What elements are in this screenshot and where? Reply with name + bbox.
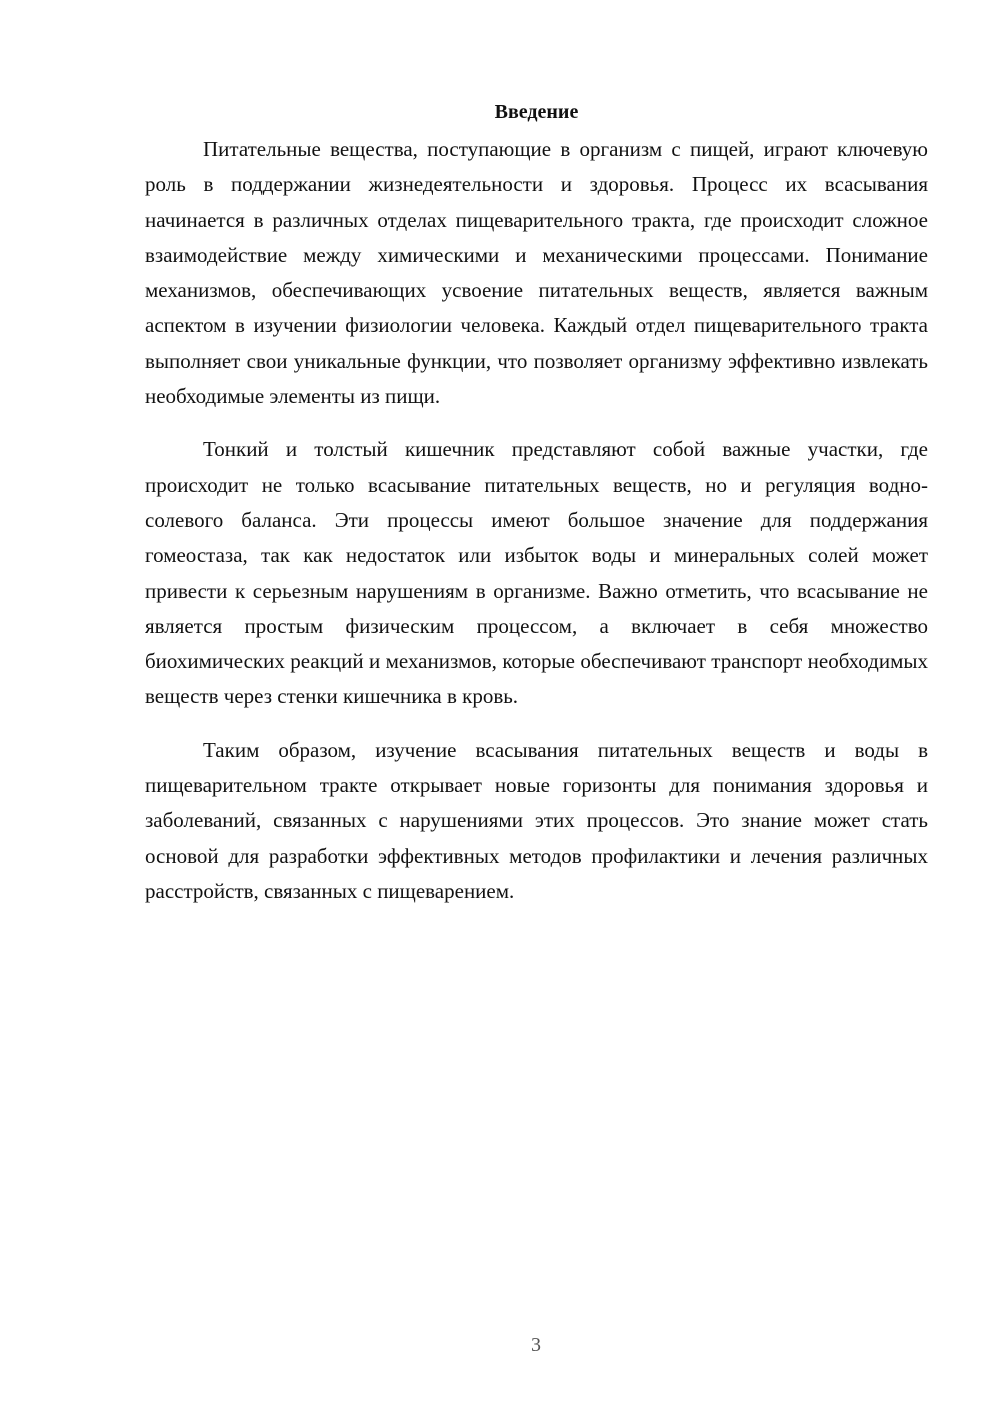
section-heading: Введение — [494, 101, 579, 123]
page-number: 3 — [531, 1334, 541, 1356]
paragraph-3: Таким образом, изучение всасывания питательных веществ и воды в пищеварительном тракте открывает новые горизонты для понимания здоровья и заболеваний, связанных с нарушениями этих процессов. Это знание может стать основой для разработки эффективных методов профилактики и лечения различных расстройств, связанных с пищеварением. — [145, 737, 928, 903]
paragraph-2: Тонкий и толстый кишечник представляют собой важные участки, где происходит не только всасывание питательных веществ, но и регуляция водно-солевого баланса. Эти процессы имеют большое значение для поддержания гомеостаза, так как недостаток или избыток воды и минеральных солей может привести к серьезным нарушениям в организме. Важно отметить, что всасывание не является простым физическим процессом, а включает в себя множество биохимических реакций и механизмов, которые обеспечивают транспорт необходимых веществ через стенки кишечника в кровь. — [145, 437, 928, 709]
paragraph-1: Питательные вещества, поступающие в организм с пищей, играют ключевую роль в поддержании жизнедеятельности и здоровья. Процесс их всасывания начинается в различных отделах пищеварительного тракта, где происходит сложное взаимодействие между химическими и механическими процессами. Понимание механизмов, обеспечивающих усвоение питательных веществ, является важным аспектом в изучении физиологии человека. Каждый отдел пищеварительного тракта выполняет свои уникальные функции, что позволяет организму эффективно извлекать необходимые элементы из пищи. — [145, 137, 928, 409]
document-body — [145, 96, 928, 909]
